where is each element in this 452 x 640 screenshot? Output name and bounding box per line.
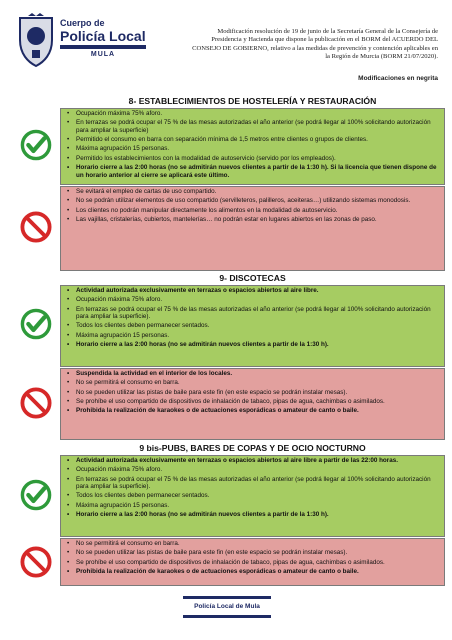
list-item: • Todos los clientes deben permanecer sentados. bbox=[76, 492, 440, 500]
police-logo bbox=[14, 12, 149, 74]
header-resolution-text bbox=[158, 28, 438, 61]
list-item: • Prohibida la realización de karaokes o de actuaciones esporádicas o amateur de canto o baile. bbox=[76, 568, 440, 576]
list-item: • Permitido los establecimientos con la modalidad de autoservicio (servido por los empleados). bbox=[76, 155, 440, 163]
list-item: • Prohibida la realización de karaokes o de actuaciones esporádicas o amateur de canto o baile. bbox=[76, 407, 440, 415]
check-icon bbox=[19, 307, 53, 341]
footer-text: Policía Local de Mula bbox=[194, 603, 260, 610]
list-item: • Se prohíbe el uso compartido de dispositivos de inhalación de tabaco, pipas de agua, cachimbas o asimilados. bbox=[76, 398, 440, 406]
section-title: 8- ESTABLECIMIENTOS DE HOSTELERÍA Y RESTAURACIÓN bbox=[128, 96, 377, 106]
list-item: • Actividad autorizada exclusivamente en terrazas o espacios abiertos al aire libre. bbox=[76, 287, 440, 295]
list-item: • Máxima agrupación 15 personas. bbox=[76, 145, 440, 153]
list-item: • Se evitará el empleo de cartas de uso compartido. bbox=[76, 188, 440, 196]
list-item: • En terrazas se podrá ocupar el 75 % de las mesas autorizadas el año anterior (se podrá llegar al 100% solicitando autorización para ampliar la superficie). bbox=[76, 306, 440, 321]
section-title: 9 bis-PUBS, BARES DE COPAS Y DE OCIO NOCTURNO bbox=[139, 443, 366, 453]
prohibited-icon bbox=[19, 545, 53, 579]
footer-logo bbox=[183, 596, 271, 620]
allowed-box bbox=[60, 285, 445, 367]
section-title: 9- DISCOTECAS bbox=[219, 273, 286, 283]
prohibited-box bbox=[60, 538, 445, 586]
list-item: • Suspendida la actividad en el interior de los locales. bbox=[76, 370, 440, 378]
page-header bbox=[0, 0, 452, 90]
prohibited-icon bbox=[19, 210, 53, 244]
list-item: • Horario cierre a las 2:00 horas (no se admitirán nuevos clientes a partir de la 1:30 h). bbox=[76, 511, 440, 519]
list-item: • Los clientes no podrán manipular directamente los alimentos en la modalidad de autoservicio. bbox=[76, 207, 440, 215]
list-item: • Todos los clientes deben permanecer sentados. bbox=[76, 322, 440, 330]
check-icon bbox=[19, 478, 53, 512]
logo-line3: MULA bbox=[90, 51, 116, 58]
list-item: • Máxima agrupación 15 personas. bbox=[76, 502, 440, 510]
list-item: • Ocupación máxima 75% aforo. bbox=[76, 110, 440, 118]
prohibited-icon bbox=[19, 386, 53, 420]
list-item: • Ocupación máxima 75% aforo. bbox=[76, 296, 440, 304]
list-item: • Horario cierre a las 2:00 horas (no se admitirán nuevos clientes a partir de la 1:30 h). Si la licencia que tienen dispone de un horario anterior al cierre se aplicará este último. bbox=[76, 164, 440, 179]
list-item: • En terrazas se podrá ocupar el 75 % de las mesas autorizadas el año anterior (se podrá llegar al 100% solicitando autorización para ampliar la superficie) bbox=[76, 119, 440, 134]
footer-band bbox=[183, 596, 271, 599]
header-text-line: Modificación resolución de 19 de junio de la Secretaría General de la Consejería de bbox=[217, 28, 438, 35]
footer-band bbox=[183, 615, 271, 618]
prohibited-box bbox=[60, 368, 445, 440]
logo-line1: Cuerpo de bbox=[60, 18, 105, 28]
list-item: • Ocupación máxima 75% aforo. bbox=[76, 466, 440, 474]
header-text-line: Presidencia y Hacienda que dispone la publicación en el BORM del ACUERDO DEL bbox=[211, 36, 438, 44]
header-text-line: la Región de Murcia (BORM 21/07/2020). bbox=[325, 52, 438, 60]
list-item: • En terrazas se podrá ocupar el 75 % de las mesas autorizadas el año anterior (se podrá llegar al 100% solicitando autorización para ampliar la superficie). bbox=[76, 476, 440, 491]
logo-line2: Policía Local bbox=[60, 28, 146, 44]
prohibited-box bbox=[60, 186, 445, 271]
logo-bar bbox=[60, 45, 146, 49]
list-item: • No se pueden utilizar las pistas de baile para este fin (en este espacio se podrán instalar mesas). bbox=[76, 549, 440, 557]
list-item: • Horario cierre a las 2:00 horas (no se admitirán nuevos clientes a partir de la 1:30 h). bbox=[76, 341, 440, 349]
coat-of-arms-icon bbox=[14, 12, 58, 70]
list-item: • Actividad autorizada exclusivamente en terrazas o espacios abiertos al aire libre a partir de las 22:00 horas. bbox=[76, 457, 440, 465]
allowed-box bbox=[60, 455, 445, 537]
list-item: • Se prohíbe el uso compartido de dispositivos de inhalación de tabaco, pipas de agua, cachimbas o asimilados. bbox=[76, 559, 440, 567]
list-item: • No se permitirá el consumo en barra. bbox=[76, 379, 440, 387]
check-icon bbox=[19, 128, 53, 162]
header-text-line: CONSEJO DE GOBIERNO, relativo a las medidas de prevención y contención aplicables en bbox=[192, 44, 438, 52]
header-note: Modificaciones en negrita bbox=[358, 75, 438, 82]
list-item: • No se pueden utilizar las pistas de baile para este fin (en este espacio se podrán instalar mesas). bbox=[76, 389, 440, 397]
allowed-box bbox=[60, 108, 445, 185]
list-item: • No se podrán utilizar elementos de uso compartido (servilleteros, palilleros, aceiteras…) utilizando sistemas monodosis. bbox=[76, 197, 440, 205]
list-item: • No se permitirá el consumo en barra. bbox=[76, 540, 440, 548]
list-item: • Las vajillas, cristalerías, cubiertos, mantelerías… no podrán estar en lugares abiertos en las zonas de paso. bbox=[76, 216, 440, 224]
list-item: • Máxima agrupación 15 personas. bbox=[76, 332, 440, 340]
list-item: • Permitido el consumo en barra con separación mínima de 1,5 metros entre clientes o grupos de clientes. bbox=[76, 136, 440, 144]
